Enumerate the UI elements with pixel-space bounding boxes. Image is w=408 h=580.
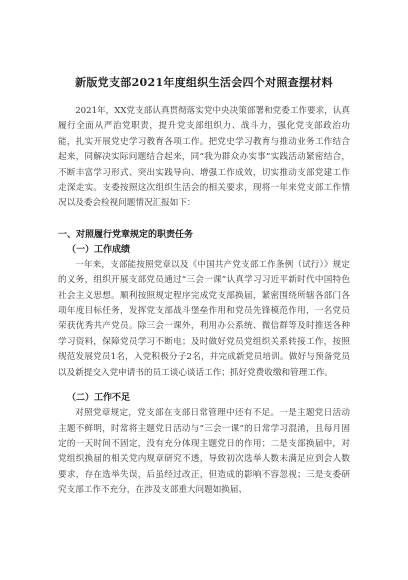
section-spacer [58, 212, 350, 220]
achievements-paragraph: 一年来，支部能按照党章以及《中国共产党支部工作条例（试行）》规定的义务，组织开展支部党员通过“三会一课”认真学习习近平新时代中国特色社会主义思想。顺利按照规定程序完成党支部换届，紧密围绕所辖各部门各项年度目标任务，发挥党支部战斗堡垒作用和党员先锋模范作用，一名党员荣获优秀共产党员。除三会一课外，利用办公系统、微信群等及时推送各种学习资料，保障党员学习不断电；及时做好党员党组织关系转接工作，按照规范发展党员1名，入党积极分子2名，并完成新党员培训。做好与预备党员以及新提交入党申请书的员工谈心谈话工作；抓好党费收缴和管理工作。 [58, 259, 350, 378]
section-heading-1: 一、对照履行党章规定的职责任务 [58, 229, 194, 240]
shortcomings-paragraph: 对照党章规定，党支部在支部日常管理中还有不足。一是主题党日活动主题不鲜明，时常将主题党日活动与“三会一课”的日常学习混淆，且每月固定的一天时间不固定，没有充分体现主题党日的作用；二是支部换届中，对党组织换届的相关党内规章研究不透，导致初次选举人数未满足应到会人数要求，存在选举失误，后虽经过改正，但造成的影响不容忽视；三是支委研究支部工作不充分，在涉及支部重大问题如换届、 [58, 408, 350, 496]
intro-paragraph: 2021年，XX党支部认真贯彻落实党中央决策部署和党委工作要求，认真履行全面从严治党职责，提升党支部组织力、战斗力，强化党支部政治功能，扎实开展党史学习教育各项工作。把党史学习教育与推动业务工作结合起来，同解决实际问题结合起来，同“我为群众办实事”实践活动紧密结合，不断丰富学习形式、突出实践导向、增强工作成效，切实推动支部党建工作走深走实。支委按照这次组织生活会的相关要求，现将一年来党支部工作情况以及委会检视问题情况汇报如下： [58, 106, 350, 209]
document-title: 新版党支部2021年度组织生活会四个对照查摆材料 [75, 76, 333, 89]
subsection-heading-shortcomings: （二）工作不足 [67, 393, 131, 404]
subsection-heading-achievements: （一）工作成绩 [67, 244, 131, 255]
